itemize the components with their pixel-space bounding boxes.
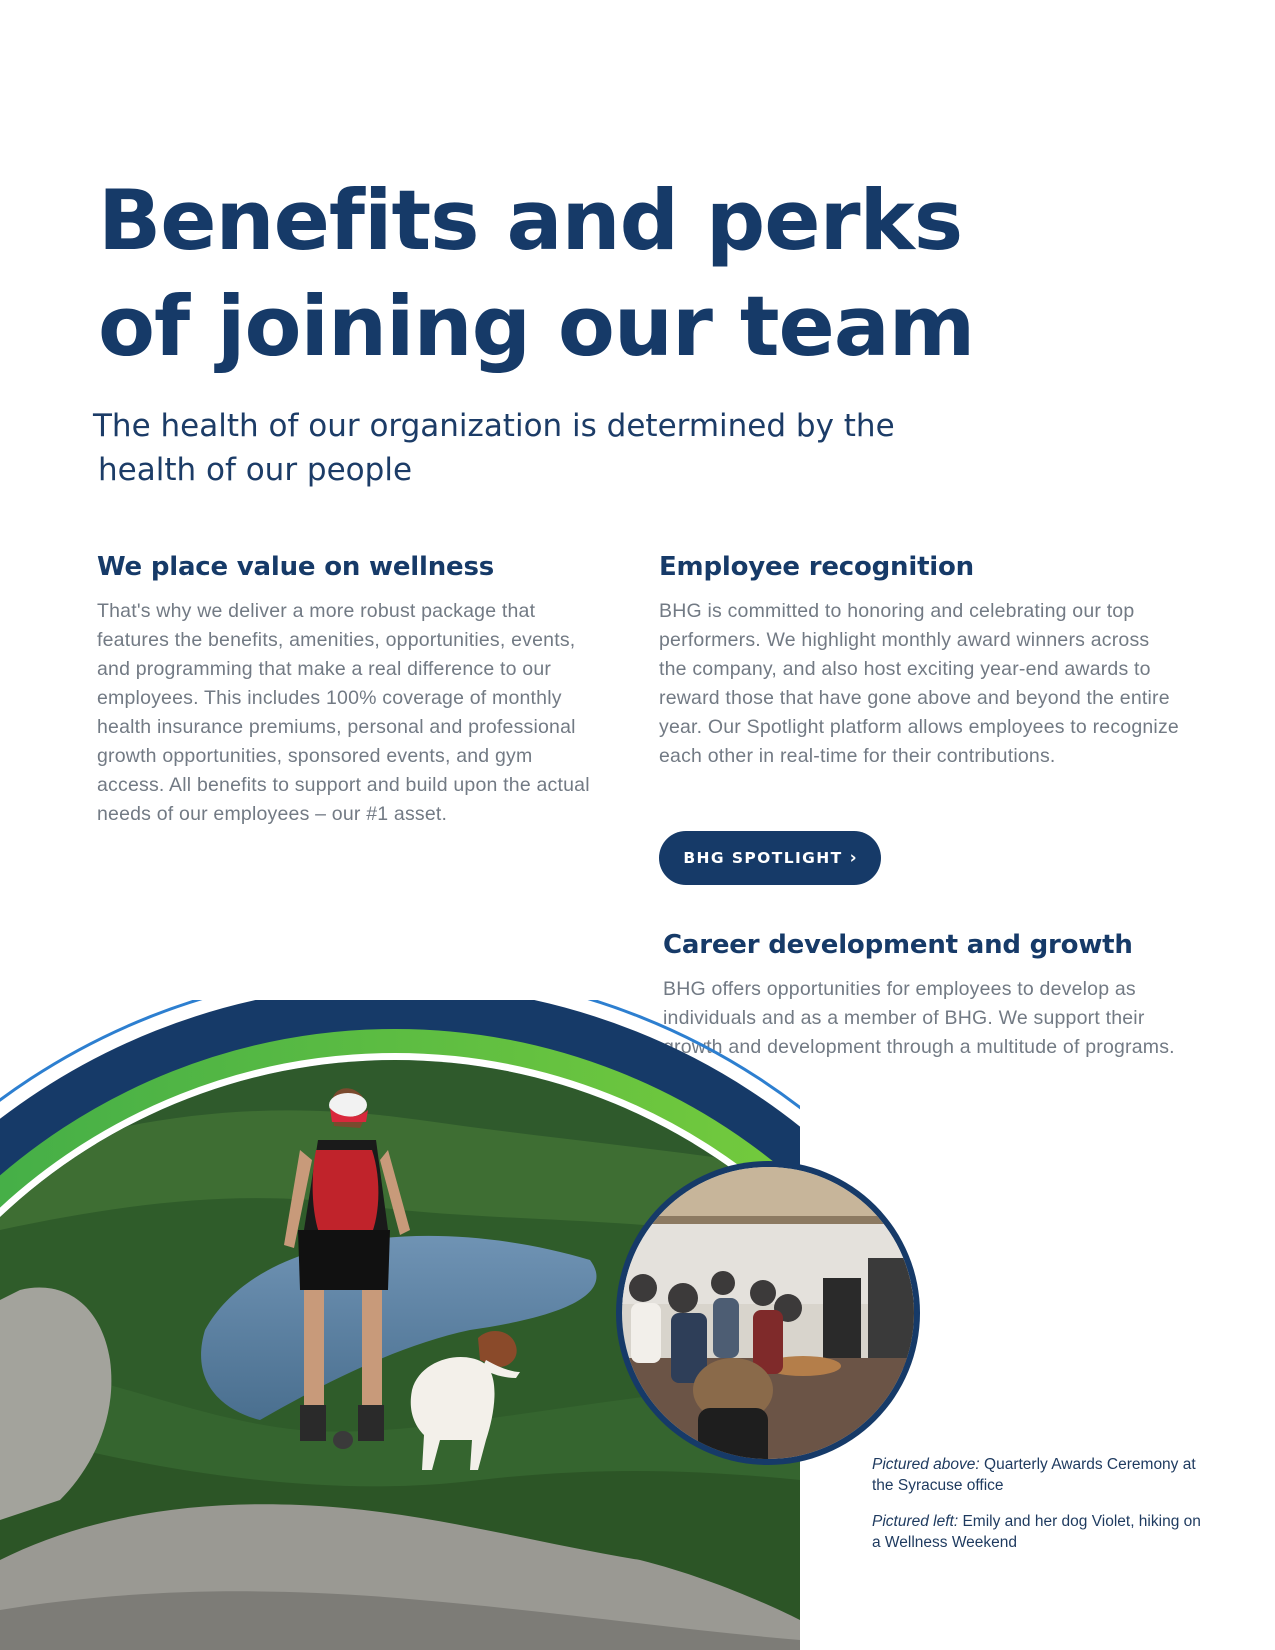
bhg-spotlight-button[interactable] [659, 831, 881, 885]
page-title [98, 168, 998, 380]
recognition-section [659, 549, 1179, 771]
spotlight-button-label: BHG SPOTLIGHT [683, 849, 843, 867]
wellness-heading: We place value on wellness [97, 552, 495, 582]
recognition-heading: Employee recognition [659, 552, 974, 582]
subtitle-line-1: The health of our organization is determined by the [93, 408, 895, 444]
career-heading: Career development and growth [663, 930, 1133, 960]
wellness-section [97, 549, 592, 829]
caption-above-label: Pictured above: [872, 1456, 980, 1473]
subtitle-line-2: health of our people [98, 452, 413, 488]
caption-left-text: Emily and her dog Violet, hiking on a Wellness Weekend [872, 1513, 1201, 1551]
caption-above-text: Quarterly Awards Ceremony at the Syracuse office [872, 1456, 1196, 1494]
chevron-right-icon: › [849, 848, 857, 868]
page-title-line-1: Benefits and perks [98, 172, 963, 269]
career-body: BHG offers opportunities for employees to develop as individuals and as a member of BHG. We support their growth and development through a multitude of programs. [663, 978, 1175, 1058]
caption-pictured-left [872, 1511, 1212, 1553]
page-subtitle [93, 404, 993, 492]
page-title-line-2: of joining our team [98, 278, 975, 375]
caption-pictured-above [872, 1454, 1212, 1496]
recognition-body: BHG is committed to honoring and celebrating our top performers. We highlight monthly award winners across the company, and also host exciting year-end awards to reward those that have gone above and beyond the entire year. Our Spotlight platform allows employees to recognize each other in real-time for their contributions. [659, 600, 1179, 767]
awards-ceremony-photo [613, 1158, 923, 1468]
wellness-body: That's why we deliver a more robust package that features the benefits, amenities, opportunities, events, and programming that make a real difference to our employees. This includes 100% coverage of monthly health insurance premiums, personal and professional growth opportunities, sponsored events, and gym access. All benefits to support and build upon the actual needs of our employees – our #1 asset. [97, 600, 590, 825]
caption-left-label: Pictured left: [872, 1513, 959, 1530]
